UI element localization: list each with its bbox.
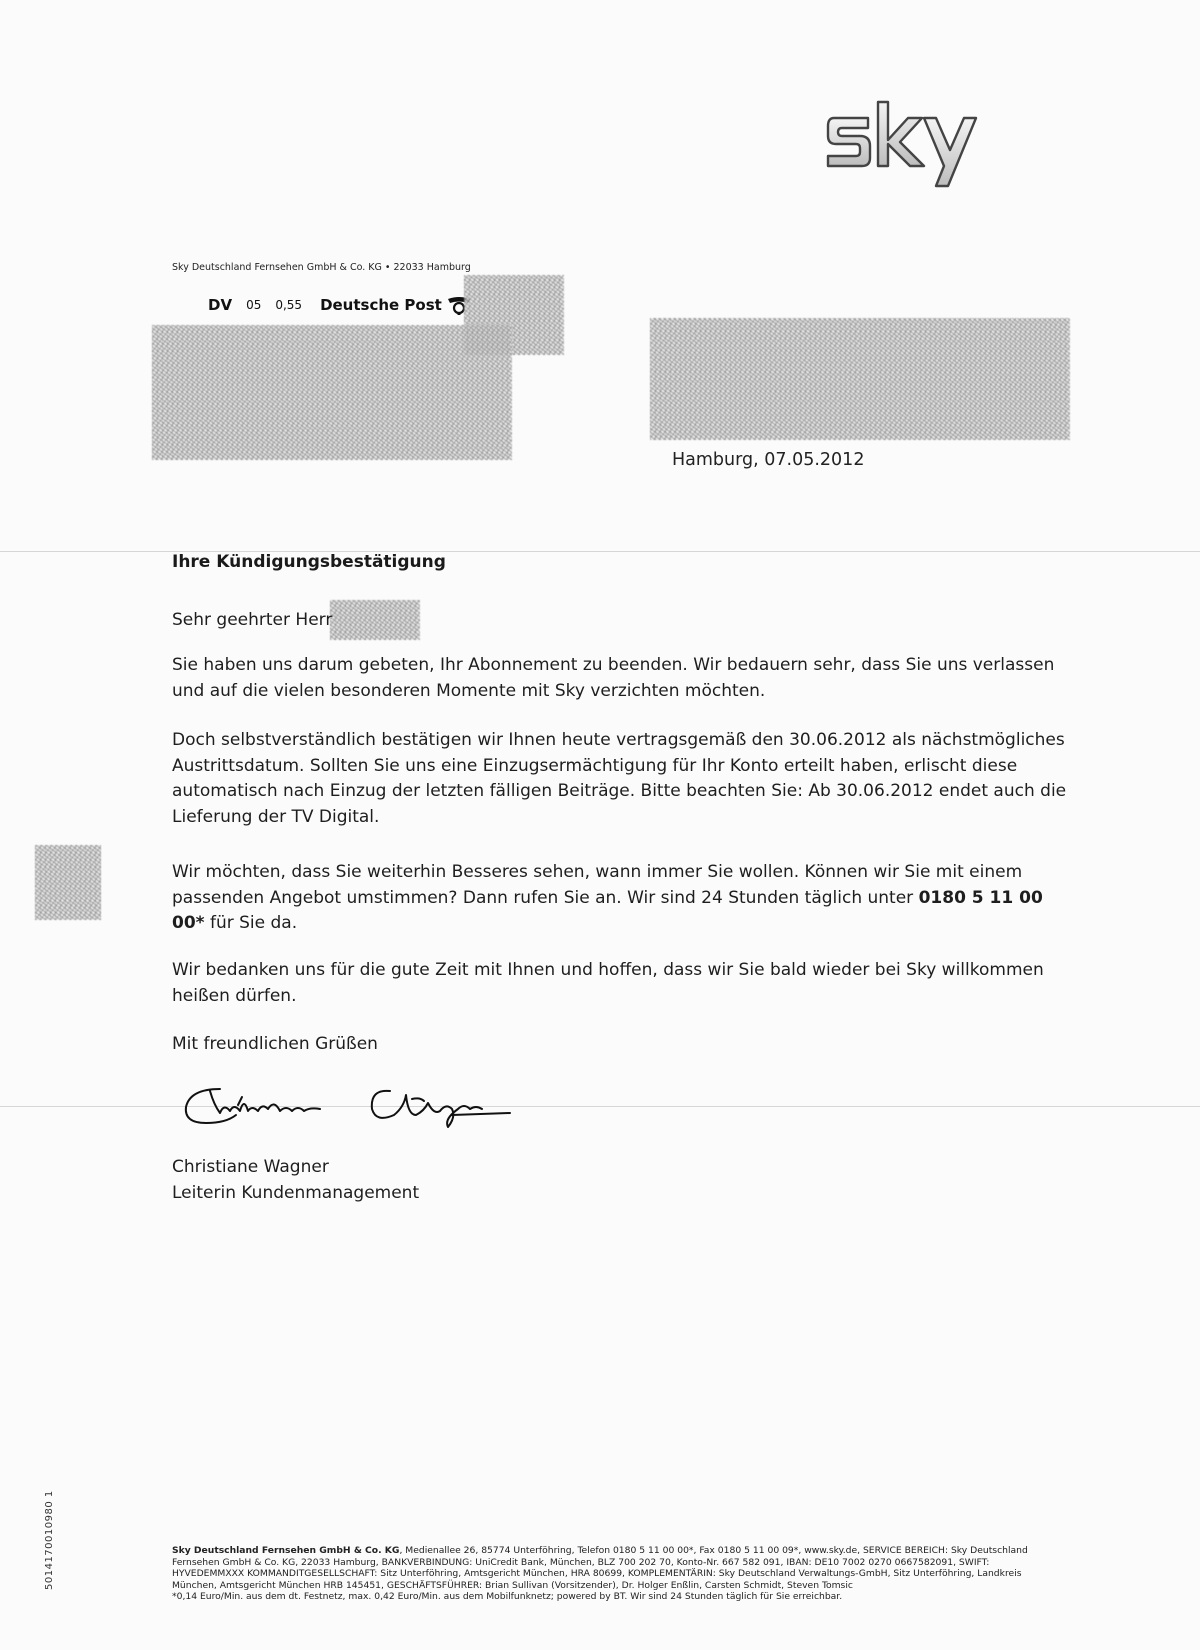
hotline-number: 0180 5 11 00 00* [172, 887, 1043, 933]
footer-legal [172, 1545, 1072, 1603]
footer-line-3: HYVEDEMMXXX KOMMANDITGESELLSCHAFT: Sitz Unterföhring, Amtsgericht München, HRA 80699, KOMPLEMENTÄRIN: Sky Deutschland Verwaltungs-GmbH, Sitz Unterföhring, Landkreis [172, 1568, 1022, 1580]
paragraph-4: Wir bedanken uns für die gute Zeit mit Ihnen und hoffen, dass wir Sie bald wieder bei Sky willkommen heißen dürfen. [172, 960, 1044, 1006]
postage-price: 0,55 [275, 298, 303, 312]
signer-title: Leiterin Kundenmanagement [172, 1183, 420, 1203]
redacted-margin-mark [35, 845, 101, 920]
redacted-customer-info [650, 318, 1070, 440]
footer-line-5: *0,14 Euro/Min. aus dem dt. Festnetz, max. 0,42 Euro/Min. aus dem Mobilfunknetz; powered by BT. Wir sind 24 Stunden täglich für Sie erreichbar. [172, 1591, 843, 1603]
postage-carrier: Deutsche Post [320, 296, 442, 314]
signature [180, 1075, 520, 1135]
letter-date: Hamburg, 07.05.2012 [672, 450, 865, 470]
sky-logo [826, 100, 996, 190]
postage-number: 05 [246, 298, 262, 312]
paragraph-3-text: Wir möchten, dass Sie weiterhin Besseres sehen, wann immer Sie wollen. Können wir Sie mit einem passenden Angebot umstimmen? Dann rufen Sie an. Wir sind 24 Stunden täglich unter [172, 862, 1023, 908]
postage-code: DV [208, 296, 233, 314]
paragraph-2: Doch selbstverständlich bestätigen wir Ihnen heute vertragsgemäß den 30.06.2012 als nächstmögliches Austrittsdatum. Sollten Sie uns eine Einzugsermächtigung für Ihr Konto erteilt haben, erlischt diese automatisch nach Einzug der letzten fälligen Beiträge. Bitte beachten Sie: Ab 30.06.2012 endet auch die Lieferung der TV Digital. [172, 730, 1067, 827]
postage-mark [208, 295, 472, 315]
document-side-code: 5014170010980 1 [44, 1490, 55, 1590]
closing: Mit freundlichen Grüßen [172, 1034, 378, 1054]
redacted-recipient-address [152, 325, 512, 460]
footer-company: Sky Deutschland Fernsehen GmbH & Co. KG [172, 1545, 400, 1556]
letter-subject: Ihre Kündigungsbestätigung [172, 552, 446, 572]
sender-line: Sky Deutschland Fernsehen GmbH & Co. KG • 22033 Hamburg [172, 262, 471, 273]
signer-name: Christiane Wagner [172, 1157, 329, 1177]
footer-line-1: Sky Deutschland Fernsehen GmbH & Co. KG, Medienallee 26, 85774 Unterföhring, Telefon 0180 5 11 00 00*, Fax 0180 5 11 00 09*, www.sky.de, SERVICE BEREICH: Sky Deutschland [172, 1545, 1028, 1556]
footer-line-4: München, Amtsgericht München HRB 145451, GESCHÄFTSFÜHRER: Brian Sullivan (Vorsitzender), Dr. Holger Enßlin, Carsten Schmidt, Steven Tomsic [172, 1579, 853, 1591]
paragraph-3 [172, 860, 1072, 937]
paragraph-1: Sie haben uns darum gebeten, Ihr Abonnement zu beenden. Wir bedauern sehr, dass Sie uns verlassen und auf die vielen besonderen Momente mit Sky verzichten möchten. [172, 655, 1055, 701]
footer-line-2: Fernsehen GmbH & Co. KG, 22033 Hamburg, BANKVERBINDUNG: UniCredit Bank, München, BLZ 700 202 70, Konto-Nr. 667 582 091, IBAN: DE10 7002 0270 0667582091, SWIFT: [172, 1556, 990, 1568]
salutation: Sehr geehrter Herr [172, 610, 333, 630]
paragraph-3-end: für Sie da. [204, 913, 298, 933]
